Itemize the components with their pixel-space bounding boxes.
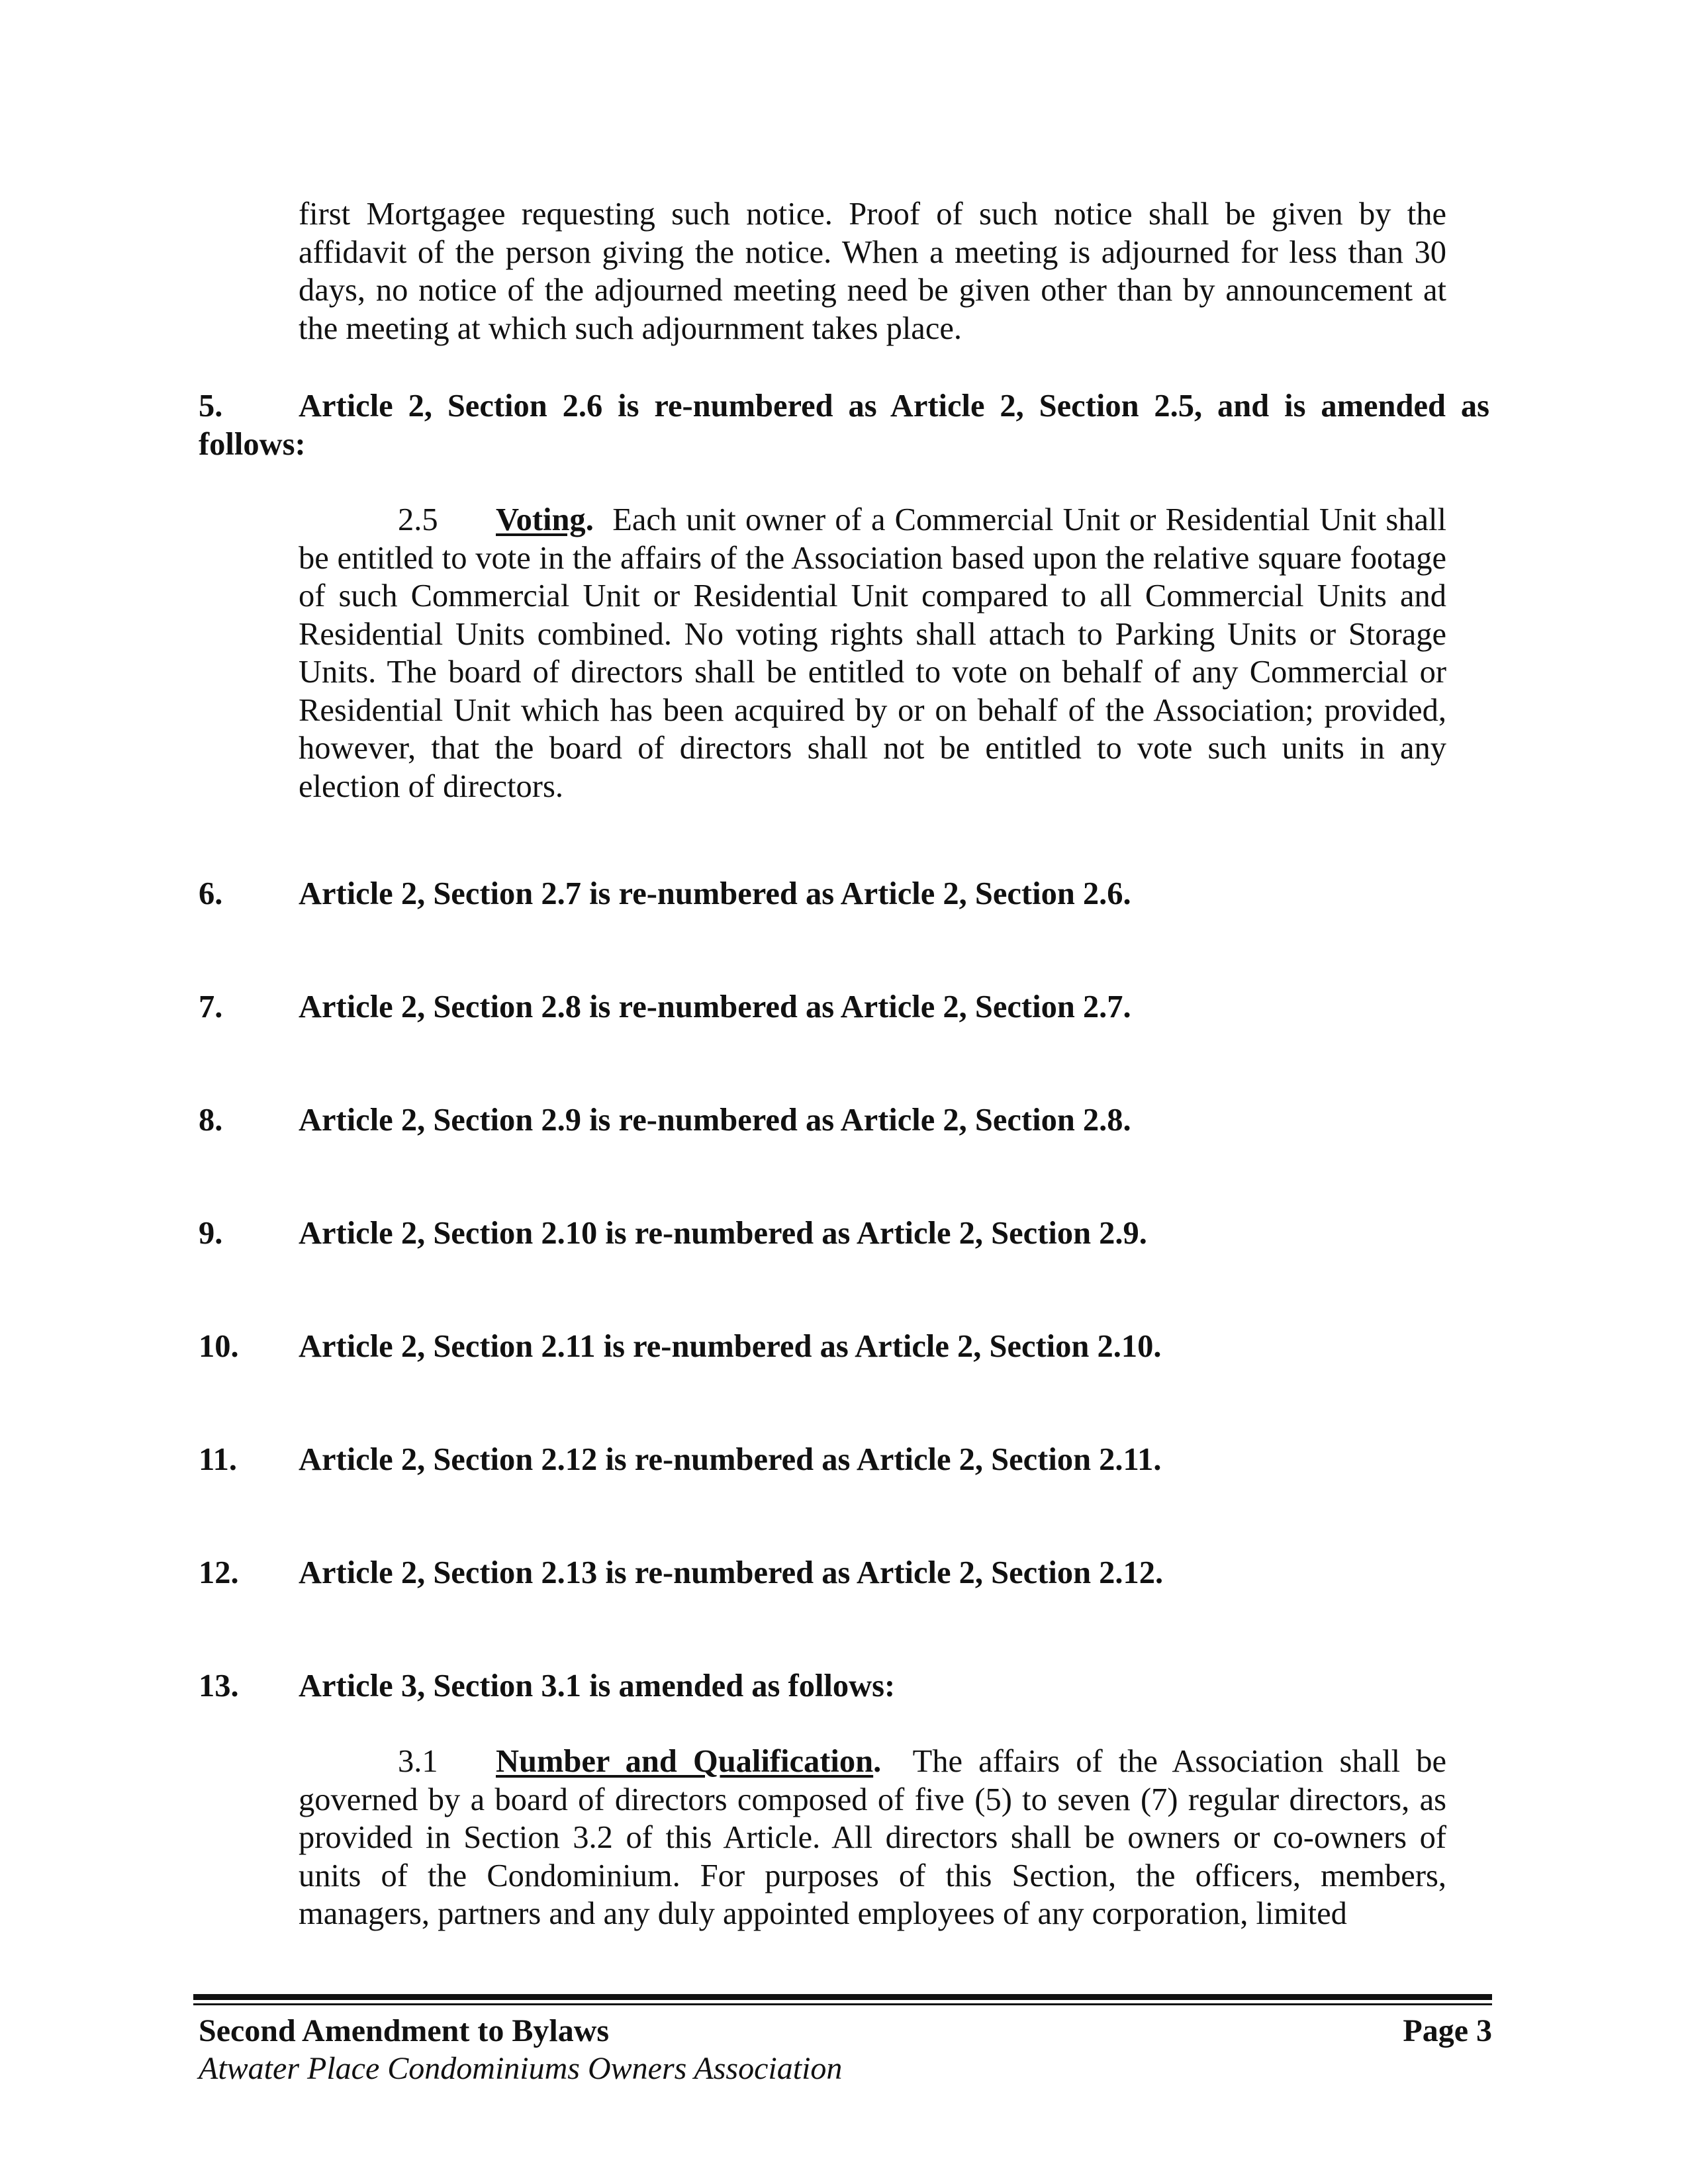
- section-3-1: [299, 1743, 1446, 1933]
- item-text: Article 2, Section 2.12 is re-numbered as Article 2, Section 2.11.: [299, 1442, 1162, 1477]
- continuation-paragraph: [299, 195, 1446, 347]
- amendment-item-7: [199, 988, 1489, 1026]
- item-number: 7.: [199, 989, 223, 1024]
- item-text: Article 2, Section 2.8 is re-numbered as Article 2, Section 2.7.: [299, 989, 1131, 1024]
- item-number: 12.: [199, 1555, 239, 1590]
- item-number: 9.: [199, 1216, 223, 1251]
- item-number: 8.: [199, 1103, 223, 1138]
- item-text: Article 2, Section 2.13 is re-numbered as Article 2, Section 2.12.: [299, 1555, 1164, 1590]
- section-body: Each unit owner of a Commercial Unit or Residential Unit shall be entitled to vote in the affairs of the Association based upon the relative square footage of such Commercial Unit or Residential Unit compared to all Commercial Units and Residential Units combined. No voting rights shall attach to Parking Units or Storage Units. The board of directors shall be entitled to vote on behalf of any Commercial or Residential Unit which has been acquired by or on behalf of the Association; provided, however, that the board of directors shall not be entitled to vote such units in any election of directors.: [299, 502, 1446, 804]
- item-number: 5.: [199, 388, 223, 424]
- section-number: 2.5: [398, 502, 438, 537]
- item-text: Article 2, Section 2.11 is re-numbered as Article 2, Section 2.10.: [299, 1329, 1162, 1364]
- amendment-item-9: [199, 1214, 1489, 1253]
- item-text: Article 3, Section 3.1 is amended as follows:: [299, 1668, 896, 1704]
- item-text: Article 2, Section 2.7 is re-numbered as Article 2, Section 2.6.: [299, 876, 1131, 911]
- amendment-item-6: [199, 875, 1489, 913]
- item-number: 13.: [199, 1668, 239, 1704]
- section-heading: Voting: [496, 502, 586, 537]
- item-text: Article 2, Section 2.6 is re-numbered as Article 2, Section 2.5, and is amended as follows:: [199, 388, 1489, 462]
- section-number: 3.1: [398, 1744, 438, 1779]
- item-text: Article 2, Section 2.9 is re-numbered as Article 2, Section 2.8.: [299, 1103, 1131, 1138]
- footer-subtitle: Atwater Place Condominiums Owners Association: [199, 2051, 843, 2086]
- amendment-item-12: [199, 1554, 1489, 1592]
- continuation-text: first Mortgagee requesting such notice. Proof of such notice shall be given by the affidavit of the person giving the notice. When a meeting is adjourned for less than 30 days, no notice of the adjourned meeting need be given other than by announcement at the meeting at which such adjournment takes place.: [299, 197, 1446, 346]
- heading-period: .: [873, 1744, 882, 1779]
- footer-title: Second Amendment to Bylaws: [199, 2013, 610, 2048]
- item-number: 11.: [199, 1442, 237, 1477]
- item-number: 10.: [199, 1329, 239, 1364]
- section-2-5: [299, 501, 1446, 805]
- footer-rule-thin: [193, 2003, 1492, 2005]
- page-number: Page 3: [1403, 2013, 1492, 2048]
- heading-period: .: [585, 502, 594, 537]
- amendment-item-8: [199, 1101, 1489, 1140]
- section-heading: Number and Qualification: [496, 1744, 874, 1779]
- amendment-item-11: [199, 1441, 1489, 1479]
- item-number: 6.: [199, 876, 223, 911]
- amendment-item-10: [199, 1328, 1489, 1366]
- amendment-item-5: [199, 387, 1489, 463]
- section-body: The affairs of the Association shall be governed by a board of directors composed of five (5) to seven (7) regular directors, as provided in Section 3.2 of this Article. All directors shall be owners or co-owners of units of the Condominium. For purposes of this Section, the officers, members, managers, partners and any duly appointed employees of any corporation, limited: [299, 1744, 1446, 1931]
- footer-rule-thick: [193, 1994, 1492, 2000]
- item-text: Article 2, Section 2.10 is re-numbered as Article 2, Section 2.9.: [299, 1216, 1147, 1251]
- footer-left: [199, 2012, 842, 2087]
- amendment-item-13: [199, 1667, 1489, 1706]
